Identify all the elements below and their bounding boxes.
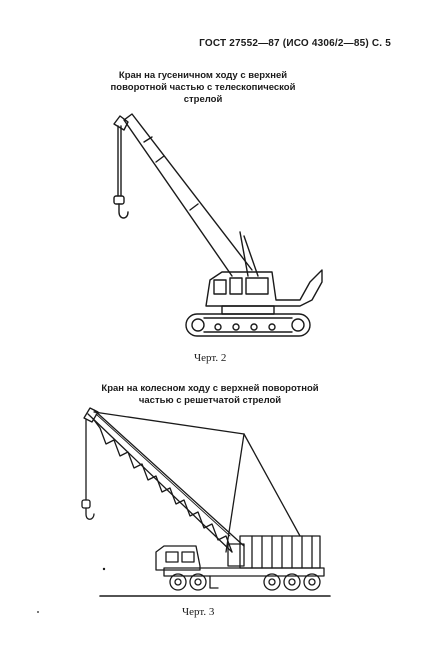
cab-window-2 — [230, 278, 242, 294]
turntable — [222, 306, 274, 314]
truck-cab-window-2 — [182, 552, 194, 562]
figure-2-caption-line-2: поворотной частью с телескопической — [110, 82, 296, 93]
upper-body — [206, 270, 322, 306]
lattice-hook — [82, 500, 94, 519]
figure-2-label: Черт. 2 — [194, 352, 227, 364]
gantry-line-2 — [244, 434, 300, 536]
figure-3-caption-line-2: частью с решетчатой стрелой — [138, 395, 282, 406]
pendant-line-2 — [96, 414, 230, 536]
page-header: ГОСТ 27552—87 (ИСО 4306/2—85) С. 5 — [199, 38, 391, 49]
figure-2-caption-line-3: стрелой — [183, 94, 223, 105]
outrigger — [210, 576, 218, 588]
truck-cab-window-1 — [166, 552, 178, 562]
track-rollers — [192, 318, 304, 332]
crawler-crane-drawing — [114, 114, 322, 336]
hook — [114, 196, 128, 218]
machine-house-panels — [252, 536, 312, 568]
figure-2-caption-line-1: Кран на гусеничном ходу с верхней — [118, 70, 288, 81]
figure-3-label: Черт. 3 — [182, 606, 215, 618]
wheeled-crane-drawing — [82, 408, 330, 596]
figure-3-caption-line-1: Кран на колесном ходу с верхней поворотной — [101, 383, 319, 394]
lattice-boom — [88, 410, 244, 552]
cab-window-3 — [246, 278, 268, 294]
telescopic-boom — [124, 114, 258, 276]
chassis-frame — [164, 568, 324, 576]
print-specks — [37, 568, 105, 613]
cab-window-1 — [214, 280, 226, 294]
